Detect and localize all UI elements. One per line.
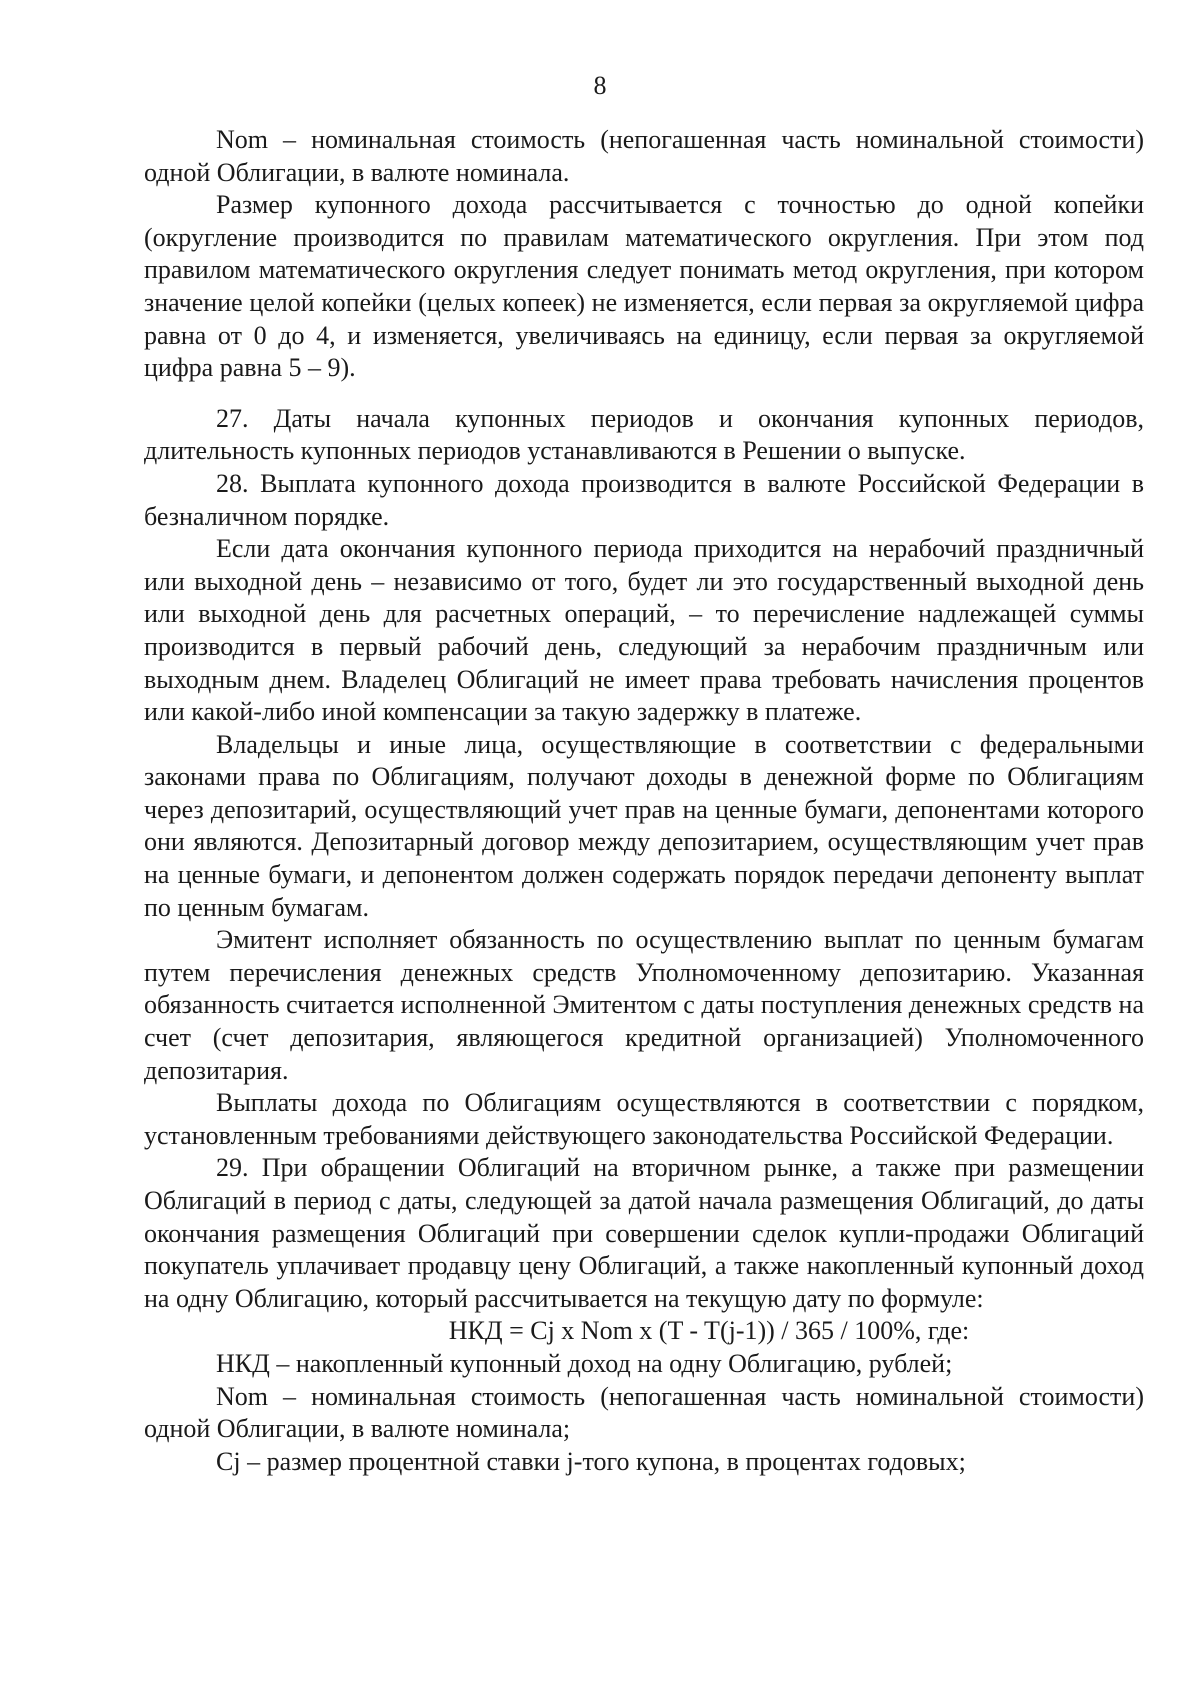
paragraph-nkd-definition: НКД – накопленный купонный доход на одну Облигацию, рублей; — [216, 1348, 953, 1378]
paragraph-holiday-rule: Если дата окончания купонного периода приходится на нерабочий праздничный или выходной день – независимо от того, будет ли это государственный выходной день или выходной день для расчетных операций, – то перечисление надлежащей суммы производится в первый рабочий день, следующий за нерабочим праздничным или выходным днем. Владелец Облигаций не имеет права требовать начисления процентов или какой-либо иной компенсации за такую задержку в платеже. — [144, 534, 1144, 727]
paragraph-rounding-rule: Размер купонного дохода рассчитывается с точностью до одной копейки (округление производится по правилам математического округления. При этом под правилом математического округления следует понимать метод округления, при котором значение целой копейки (целых копеек) не изменяется, если первая за округляемой цифра равна от 0 до 4, и изменяется, увеличиваясь на единицу, если первая за округляемой цифра равна 5 – 9). — [144, 190, 1144, 383]
paragraph-nom-definition: Nom – номинальная стоимость (непогашенная часть номинальной стоимости) одной Облигации, в валюте номинала. — [144, 125, 1144, 187]
paragraph-issuer-obligation: Эмитент исполняет обязанность по осуществлению выплат по ценным бумагам путем перечисления денежных средств Уполномоченному депозитарию. Указанная обязанность считается исполненной Эмитентом с даты поступления денежных средств на счет (счет депозитария, являющегося кредитной организацией) Уполномоченного депозитария. — [144, 925, 1144, 1085]
document-body — [144, 124, 1144, 1478]
paragraph-payments-order: Выплаты дохода по Облигациям осуществляются в соответствии с порядком, установленным требованиями действующего законодательства Российской Федерации. — [144, 1088, 1144, 1150]
page-number: 8 — [593, 71, 607, 100]
formula-nkd: НКД = Cj x Nom x (T - T(j-1)) / 365 / 100%, где: — [448, 1316, 970, 1346]
paragraph-item-27: 27. Даты начала купонных периодов и окончания купонных периодов, длительность купонных периодов устанавливаются в Решении о выпуске. — [144, 403, 1144, 466]
paragraph-item-28: 28. Выплата купонного дохода производится в валюте Российской Федерации в безналичном порядке. — [144, 468, 1144, 531]
paragraph-cj-definition: Cj – размер процентной ставки j-того купона, в процентах годовых; — [216, 1446, 966, 1476]
paragraph-owners-income: Владельцы и иные лица, осуществляющие в соответствии с федеральными законами права по Облигациям, получают доходы в денежной форме по Облигациям через депозитарий, осуществляющий учет прав на ценные бумаги, депонентами которого они являются. Депозитарный договор между депозитарием, осуществляющим учет прав на ценные бумаги, и депонентом должен содержать порядок передачи депоненту выплат по ценным бумагам. — [144, 729, 1144, 922]
paragraph-nom-definition-2: Nom – номинальная стоимость (непогашенная часть номинальной стоимости) одной Облигации, в валюте номинала; — [144, 1381, 1144, 1444]
paragraph-item-29: 29. При обращении Облигаций на вторичном рынке, а также при размещении Облигаций в период с даты, следующей за датой начала размещения Облигаций, до даты окончания размещения Облигаций при совершении сделок купли-продажи Облигаций покупатель уплачивает продавцу цену Облигаций, а также накопленный купонный доход на одну Облигацию, который рассчитывается на текущую дату по формуле: — [144, 1153, 1144, 1313]
